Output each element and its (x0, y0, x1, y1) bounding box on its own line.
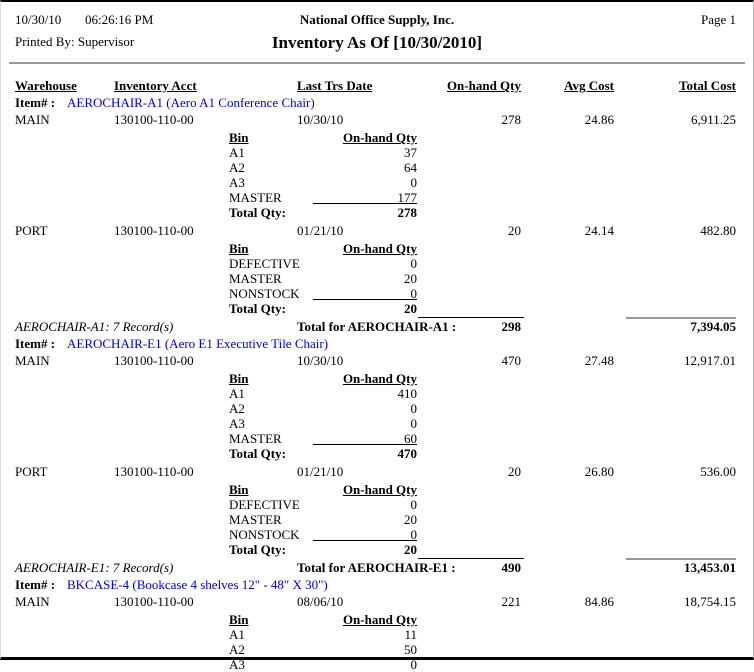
item-record-count: AEROCHAIR-E1: 7 Record(s) (15, 560, 174, 575)
bin-name: MASTER (229, 271, 282, 286)
bin-row (1, 657, 753, 672)
bin-col-header: Bin (229, 241, 249, 256)
item-summary-row (1, 319, 753, 334)
bin-name: MASTER (229, 190, 282, 205)
bin-qty: 20 (404, 512, 417, 527)
item-total-qty: 298 (501, 319, 521, 334)
bin-row (1, 627, 753, 642)
bin-name: A3 (229, 657, 245, 672)
report-header-row2 (1, 32, 753, 58)
bin-qty: 60 (404, 431, 417, 446)
col-on-hand-qty: On-hand Qty (446, 78, 521, 93)
col-warehouse: Warehouse (15, 78, 77, 93)
bin-name: A1 (229, 627, 245, 642)
printed-by: Printed By: Supervisor (15, 34, 135, 49)
bin-name: A3 (229, 416, 245, 431)
total-cost: 12,917.01 (684, 353, 736, 368)
avg-cost: 24.86 (584, 112, 614, 127)
bin-qty-col-header: On-hand Qty (342, 130, 417, 145)
bin-total-qty: 20 (404, 301, 417, 316)
bin-qty: 177 (397, 190, 417, 205)
col-avg-cost: Avg Cost (564, 78, 614, 93)
item-number-label: Item# : (15, 336, 56, 351)
bin-qty: 0 (410, 401, 417, 416)
bin-name: A3 (229, 175, 245, 190)
bin-qty-col-header: On-hand Qty (342, 612, 417, 627)
print-time: 06:26:16 PM (85, 12, 154, 27)
bin-total-rule (313, 540, 417, 541)
item-total-label: Total for AEROCHAIR-E1 : (297, 560, 456, 575)
bin-name: A1 (229, 386, 245, 401)
bin-qty: 37 (404, 145, 417, 160)
print-date: 10/30/10 (15, 12, 62, 27)
bin-name: NONSTOCK (229, 286, 300, 301)
last-trs-date: 10/30/10 (297, 112, 344, 127)
bin-row (1, 271, 753, 286)
item-link[interactable]: AEROCHAIR-A1 (Aero A1 Conference Chair) (67, 95, 315, 110)
bin-qty: 0 (410, 657, 417, 672)
bin-header-row (1, 612, 753, 627)
bin-qty: 11 (404, 627, 417, 642)
bin-row (1, 401, 753, 416)
bin-total-qty: 470 (397, 446, 417, 461)
bin-qty-col-header: On-hand Qty (342, 482, 417, 497)
warehouse-row (1, 112, 753, 127)
bin-row (1, 175, 753, 190)
inventory-acct: 130100-110-00 (114, 353, 194, 368)
bin-header-row (1, 371, 753, 386)
bin-total-rule (313, 203, 417, 204)
bin-header-row (1, 241, 753, 256)
item-total-cost: 7,394.05 (690, 319, 736, 334)
on-hand-qty: 470 (501, 353, 521, 368)
bin-header-row (1, 482, 753, 497)
bin-qty-col-header: On-hand Qty (342, 371, 417, 386)
report-title: Inventory As Of [10/30/2010] (271, 33, 483, 52)
bin-name: MASTER (229, 431, 282, 446)
on-hand-qty: 221 (501, 594, 521, 609)
bin-qty: 0 (410, 497, 417, 512)
item-header-row (1, 336, 753, 351)
avg-cost: 27.48 (584, 353, 614, 368)
column-headers (1, 78, 753, 93)
on-hand-qty: 278 (501, 112, 521, 127)
bin-name: MASTER (229, 512, 282, 527)
inventory-acct: 130100-110-00 (114, 112, 194, 127)
total-cost: 482.80 (700, 223, 736, 238)
summary-qty-rule (418, 317, 524, 318)
warehouse-name: MAIN (15, 112, 50, 127)
bin-row (1, 497, 753, 512)
bin-qty: 0 (410, 286, 417, 301)
warehouse-name: PORT (15, 464, 48, 479)
bin-qty: 0 (410, 416, 417, 431)
bin-name: A2 (229, 642, 245, 657)
item-header-row (1, 577, 753, 592)
col-inventory-acct: Inventory Acct (114, 78, 197, 93)
bin-total-label: Total Qty: (229, 301, 286, 316)
item-total-cost: 13,453.01 (684, 560, 736, 575)
warehouse-name: MAIN (15, 594, 50, 609)
bin-header-row (1, 130, 753, 145)
warehouse-row (1, 464, 753, 479)
item-total-label: Total for AEROCHAIR-A1 : (297, 319, 457, 334)
item-header-row (1, 95, 753, 110)
bin-row (1, 386, 753, 401)
bin-qty: 50 (404, 642, 417, 657)
col-total-cost: Total Cost (679, 78, 736, 93)
bin-qty: 410 (397, 386, 417, 401)
bin-qty-col-header: On-hand Qty (342, 241, 417, 256)
last-trs-date: 08/06/10 (297, 594, 344, 609)
avg-cost: 84.86 (584, 594, 614, 609)
warehouse-name: MAIN (15, 353, 50, 368)
bin-total-row (1, 542, 753, 557)
warehouse-row (1, 594, 753, 609)
total-cost: 18,754.15 (684, 594, 736, 609)
bin-col-header: Bin (229, 482, 249, 497)
bin-qty: 64 (404, 160, 417, 175)
bin-qty: 0 (410, 256, 417, 271)
bin-total-row (1, 446, 753, 461)
bin-row (1, 256, 753, 271)
report-header-row1 (1, 12, 753, 32)
page-number: Page 1 (700, 12, 736, 27)
bin-row (1, 145, 753, 160)
on-hand-qty: 20 (508, 223, 521, 238)
bin-total-row (1, 301, 753, 316)
item-number-label: Item# : (15, 95, 56, 110)
last-trs-date: 10/30/10 (297, 353, 344, 368)
total-cost: 6,911.25 (690, 112, 736, 127)
bin-name: A2 (229, 401, 245, 416)
last-trs-date: 01/21/10 (297, 223, 344, 238)
bin-total-label: Total Qty: (229, 446, 286, 461)
total-cost: 536.00 (700, 464, 736, 479)
bin-total-label: Total Qty: (229, 542, 286, 557)
bin-total-label: Total Qty: (229, 205, 286, 220)
item-link[interactable]: AEROCHAIR-E1 (Aero E1 Executive Tile Chair) (67, 336, 329, 351)
bin-total-qty: 20 (404, 542, 417, 557)
bin-row (1, 160, 753, 175)
bin-row (1, 512, 753, 527)
last-trs-date: 01/21/10 (297, 464, 344, 479)
bin-qty: 20 (404, 271, 417, 286)
bin-name: A2 (229, 160, 245, 175)
bin-total-rule (313, 299, 417, 300)
bin-name: A1 (229, 145, 245, 160)
col-last-trs-date: Last Trs Date (297, 78, 373, 93)
bin-col-header: Bin (229, 612, 249, 627)
header-divider (9, 62, 745, 64)
avg-cost: 26.80 (584, 464, 614, 479)
avg-cost: 24.14 (584, 223, 614, 238)
bin-total-rule (313, 444, 417, 445)
summary-qty-rule (418, 558, 524, 559)
item-link[interactable]: BKCASE-4 (Bookcase 4 shelves 12" - 48" X 30") (67, 577, 328, 592)
inventory-acct: 130100-110-00 (114, 464, 194, 479)
bin-col-header: Bin (229, 130, 249, 145)
bin-name: DEFECTIVE (229, 256, 300, 271)
warehouse-name: PORT (15, 223, 48, 238)
bin-col-header: Bin (229, 371, 249, 386)
item-record-count: AEROCHAIR-A1: 7 Record(s) (15, 319, 174, 334)
on-hand-qty: 20 (508, 464, 521, 479)
bin-total-row (1, 205, 753, 220)
bin-total-qty: 278 (397, 205, 417, 220)
bin-name: DEFECTIVE (229, 497, 300, 512)
company-name: National Office Supply, Inc. (299, 12, 455, 27)
bin-row (1, 642, 753, 657)
bin-name: NONSTOCK (229, 527, 300, 542)
inventory-acct: 130100-110-00 (114, 594, 194, 609)
item-summary-row (1, 560, 753, 575)
warehouse-row (1, 223, 753, 238)
inventory-acct: 130100-110-00 (114, 223, 194, 238)
item-total-qty: 490 (501, 560, 521, 575)
bin-qty: 0 (410, 527, 417, 542)
bin-row (1, 416, 753, 431)
item-number-label: Item# : (15, 577, 56, 592)
warehouse-row (1, 353, 753, 368)
bin-qty: 0 (410, 175, 417, 190)
